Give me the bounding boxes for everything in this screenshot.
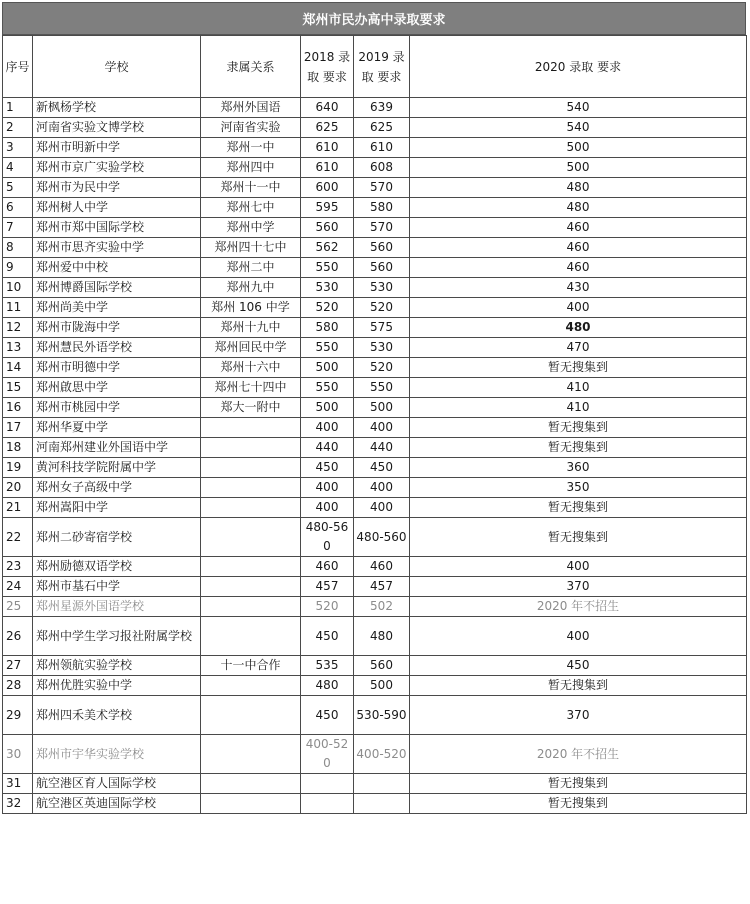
row-2018: 500 [301, 398, 354, 418]
row-seq: 23 [3, 557, 33, 577]
row-2018 [301, 794, 354, 814]
row-2019: 400-520 [354, 735, 410, 774]
row-school: 郑州博爵国际学校 [33, 278, 201, 298]
row-2020: 350 [410, 478, 747, 498]
header-2019: 2019 录取 要求 [354, 36, 410, 98]
row-2018: 640 [301, 98, 354, 118]
row-affiliation: 郑州七十四中 [201, 378, 301, 398]
row-2020: 暂无搜集到 [410, 794, 747, 814]
row-affiliation [201, 696, 301, 735]
row-2018: 520 [301, 298, 354, 318]
row-seq: 2 [3, 118, 33, 138]
row-affiliation: 郑州四十七中 [201, 238, 301, 258]
row-seq: 20 [3, 478, 33, 498]
row-2018: 400 [301, 418, 354, 438]
row-2020: 460 [410, 258, 747, 278]
row-2019: 625 [354, 118, 410, 138]
row-affiliation [201, 418, 301, 438]
row-school: 河南省实验文博学校 [33, 118, 201, 138]
table-row [3, 138, 747, 158]
row-seq: 9 [3, 258, 33, 278]
header-affiliation: 隶属关系 [201, 36, 301, 98]
row-2020: 370 [410, 696, 747, 735]
row-2020: 2020 年不招生 [410, 735, 747, 774]
row-2020: 470 [410, 338, 747, 358]
row-2018: 600 [301, 178, 354, 198]
row-seq: 14 [3, 358, 33, 378]
row-affiliation: 郑州外国语 [201, 98, 301, 118]
row-2018: 400 [301, 498, 354, 518]
row-seq: 22 [3, 518, 33, 557]
row-2019: 550 [354, 378, 410, 398]
table-row [3, 98, 747, 118]
row-affiliation [201, 438, 301, 458]
row-school: 郑州中学生学习报社附属学校 [33, 617, 201, 656]
row-2018: 457 [301, 577, 354, 597]
row-affiliation: 郑州二中 [201, 258, 301, 278]
row-school: 郑州市桃园中学 [33, 398, 201, 418]
row-2020: 410 [410, 378, 747, 398]
row-affiliation [201, 518, 301, 557]
row-2018: 530 [301, 278, 354, 298]
row-2019: 460 [354, 557, 410, 577]
row-school: 郑州树人中学 [33, 198, 201, 218]
table-row [3, 178, 747, 198]
row-seq: 7 [3, 218, 33, 238]
row-2018: 595 [301, 198, 354, 218]
row-2018: 400-520 [301, 735, 354, 774]
row-school: 郑州女子高级中学 [33, 478, 201, 498]
row-2018: 500 [301, 358, 354, 378]
row-2019: 400 [354, 418, 410, 438]
table-row [3, 218, 747, 238]
row-2020: 430 [410, 278, 747, 298]
table-row [3, 656, 747, 676]
table-row [3, 158, 747, 178]
row-affiliation [201, 676, 301, 696]
row-seq: 24 [3, 577, 33, 597]
row-2019: 500 [354, 398, 410, 418]
row-affiliation [201, 577, 301, 597]
row-2020: 500 [410, 158, 747, 178]
row-seq: 5 [3, 178, 33, 198]
row-school: 郑州啟思中学 [33, 378, 201, 398]
table-row [3, 118, 747, 138]
row-affiliation: 郑州七中 [201, 198, 301, 218]
row-2020: 360 [410, 458, 747, 478]
row-school: 郑州市郑中国际学校 [33, 218, 201, 238]
row-school: 郑州市思齐实验中学 [33, 238, 201, 258]
row-affiliation: 郑州十九中 [201, 318, 301, 338]
row-school: 郑州慧民外语学校 [33, 338, 201, 358]
row-school: 郑州爱中中校 [33, 258, 201, 278]
row-school: 郑州市为民中学 [33, 178, 201, 198]
row-affiliation [201, 478, 301, 498]
row-seq: 28 [3, 676, 33, 696]
row-2018: 450 [301, 696, 354, 735]
row-2020: 370 [410, 577, 747, 597]
row-affiliation: 郑大一附中 [201, 398, 301, 418]
table-row [3, 735, 747, 774]
table-row [3, 378, 747, 398]
row-2019: 520 [354, 358, 410, 378]
row-2020: 暂无搜集到 [410, 676, 747, 696]
row-2020: 400 [410, 617, 747, 656]
row-school: 黄河科技学院附属中学 [33, 458, 201, 478]
row-school: 郑州星源外国语学校 [33, 597, 201, 617]
row-2019: 480 [354, 617, 410, 656]
row-2018: 560 [301, 218, 354, 238]
row-school: 航空港区英迪国际学校 [33, 794, 201, 814]
row-affiliation [201, 498, 301, 518]
row-2018: 440 [301, 438, 354, 458]
row-2019: 400 [354, 498, 410, 518]
table-row [3, 478, 747, 498]
table-row [3, 577, 747, 597]
row-2019: 560 [354, 238, 410, 258]
row-2018 [301, 774, 354, 794]
row-seq: 3 [3, 138, 33, 158]
row-affiliation: 郑州一中 [201, 138, 301, 158]
row-2020: 410 [410, 398, 747, 418]
row-affiliation: 郑州十六中 [201, 358, 301, 378]
row-2020: 400 [410, 298, 747, 318]
table-title: 郑州市民办高中录取要求 [2, 2, 746, 35]
header-school: 学校 [33, 36, 201, 98]
row-seq: 31 [3, 774, 33, 794]
row-affiliation [201, 458, 301, 478]
row-seq: 19 [3, 458, 33, 478]
row-affiliation: 郑州九中 [201, 278, 301, 298]
admission-table-container [2, 2, 746, 814]
row-2019: 530-590 [354, 696, 410, 735]
row-school: 郑州市基石中学 [33, 577, 201, 597]
row-seq: 12 [3, 318, 33, 338]
row-affiliation: 郑州 106 中学 [201, 298, 301, 318]
row-school: 郑州市明德中学 [33, 358, 201, 378]
row-seq: 21 [3, 498, 33, 518]
row-2020: 2020 年不招生 [410, 597, 747, 617]
row-2020: 480 [410, 178, 747, 198]
row-2018: 550 [301, 258, 354, 278]
table-row [3, 458, 747, 478]
row-2020: 460 [410, 218, 747, 238]
row-2019: 500 [354, 676, 410, 696]
row-affiliation: 郑州四中 [201, 158, 301, 178]
table-row [3, 258, 747, 278]
table-row [3, 498, 747, 518]
row-affiliation: 河南省实验 [201, 118, 301, 138]
row-2019: 530 [354, 338, 410, 358]
row-seq: 17 [3, 418, 33, 438]
row-seq: 11 [3, 298, 33, 318]
row-seq: 10 [3, 278, 33, 298]
row-2018: 450 [301, 617, 354, 656]
row-2020: 500 [410, 138, 747, 158]
row-affiliation: 郑州中学 [201, 218, 301, 238]
row-2019: 570 [354, 178, 410, 198]
row-2018: 400 [301, 478, 354, 498]
table-row [3, 597, 747, 617]
row-seq: 15 [3, 378, 33, 398]
row-school: 郑州尚美中学 [33, 298, 201, 318]
row-affiliation [201, 597, 301, 617]
row-2018: 460 [301, 557, 354, 577]
header-2020: 2020 录取 要求 [410, 36, 747, 98]
row-seq: 8 [3, 238, 33, 258]
row-seq: 4 [3, 158, 33, 178]
row-2020: 480 [410, 198, 747, 218]
row-2020: 460 [410, 238, 747, 258]
row-2019: 502 [354, 597, 410, 617]
row-seq: 25 [3, 597, 33, 617]
table-row [3, 557, 747, 577]
row-2018: 580 [301, 318, 354, 338]
row-2020: 480 [410, 318, 747, 338]
table-row [3, 696, 747, 735]
row-2019 [354, 794, 410, 814]
row-school: 郑州励德双语学校 [33, 557, 201, 577]
row-2019: 560 [354, 656, 410, 676]
row-2019: 608 [354, 158, 410, 178]
row-affiliation [201, 735, 301, 774]
row-seq: 29 [3, 696, 33, 735]
row-2018: 625 [301, 118, 354, 138]
table-row [3, 676, 747, 696]
table-row [3, 298, 747, 318]
row-2020: 540 [410, 98, 747, 118]
row-2020: 450 [410, 656, 747, 676]
row-affiliation: 郑州十一中 [201, 178, 301, 198]
table-row [3, 278, 747, 298]
row-school: 郑州领航实验学校 [33, 656, 201, 676]
row-2018: 480-560 [301, 518, 354, 557]
row-2019: 560 [354, 258, 410, 278]
row-seq: 18 [3, 438, 33, 458]
row-2019: 530 [354, 278, 410, 298]
row-school: 郑州市陇海中学 [33, 318, 201, 338]
row-school: 郑州华夏中学 [33, 418, 201, 438]
row-affiliation [201, 557, 301, 577]
row-school: 郑州市京广实验学校 [33, 158, 201, 178]
row-seq: 30 [3, 735, 33, 774]
row-seq: 16 [3, 398, 33, 418]
table-row [3, 418, 747, 438]
row-seq: 13 [3, 338, 33, 358]
row-2019: 457 [354, 577, 410, 597]
row-2020: 暂无搜集到 [410, 418, 747, 438]
row-2018: 480 [301, 676, 354, 696]
row-school: 郑州优胜实验中学 [33, 676, 201, 696]
row-seq: 27 [3, 656, 33, 676]
table-row [3, 518, 747, 557]
table-row [3, 358, 747, 378]
row-2019: 440 [354, 438, 410, 458]
table-row [3, 774, 747, 794]
row-2020: 暂无搜集到 [410, 518, 747, 557]
row-2019 [354, 774, 410, 794]
table-row [3, 398, 747, 418]
header-seq: 序号 [3, 36, 33, 98]
row-school: 河南郑州建业外国语中学 [33, 438, 201, 458]
row-2018: 550 [301, 378, 354, 398]
table-row [3, 198, 747, 218]
row-2020: 540 [410, 118, 747, 138]
row-2018: 610 [301, 158, 354, 178]
table-row [3, 617, 747, 656]
row-2018: 450 [301, 458, 354, 478]
row-seq: 1 [3, 98, 33, 118]
row-2018: 535 [301, 656, 354, 676]
row-2019: 639 [354, 98, 410, 118]
row-school: 郑州二砂寄宿学校 [33, 518, 201, 557]
row-2019: 570 [354, 218, 410, 238]
row-2019: 575 [354, 318, 410, 338]
row-2019: 450 [354, 458, 410, 478]
row-affiliation: 十一中合作 [201, 656, 301, 676]
table-row [3, 438, 747, 458]
row-2020: 暂无搜集到 [410, 438, 747, 458]
admission-table [2, 35, 747, 814]
row-2020: 暂无搜集到 [410, 774, 747, 794]
row-affiliation [201, 794, 301, 814]
row-2018: 550 [301, 338, 354, 358]
row-seq: 32 [3, 794, 33, 814]
table-row [3, 338, 747, 358]
row-2018: 562 [301, 238, 354, 258]
row-school: 郑州市宇华实验学校 [33, 735, 201, 774]
row-2018: 610 [301, 138, 354, 158]
row-2019: 520 [354, 298, 410, 318]
row-2019: 580 [354, 198, 410, 218]
row-seq: 26 [3, 617, 33, 656]
row-affiliation [201, 617, 301, 656]
table-row [3, 238, 747, 258]
row-affiliation: 郑州回民中学 [201, 338, 301, 358]
row-school: 航空港区育人国际学校 [33, 774, 201, 794]
header-2018: 2018 录取 要求 [301, 36, 354, 98]
row-2020: 400 [410, 557, 747, 577]
row-2019: 610 [354, 138, 410, 158]
row-school: 郑州四禾美术学校 [33, 696, 201, 735]
row-2020: 暂无搜集到 [410, 498, 747, 518]
row-2019: 480-560 [354, 518, 410, 557]
row-affiliation [201, 774, 301, 794]
row-2018: 520 [301, 597, 354, 617]
row-school: 郑州嵩阳中学 [33, 498, 201, 518]
row-school: 新枫杨学校 [33, 98, 201, 118]
table-row [3, 318, 747, 338]
table-row [3, 794, 747, 814]
row-2019: 400 [354, 478, 410, 498]
row-seq: 6 [3, 198, 33, 218]
row-2020: 暂无搜集到 [410, 358, 747, 378]
row-school: 郑州市明新中学 [33, 138, 201, 158]
